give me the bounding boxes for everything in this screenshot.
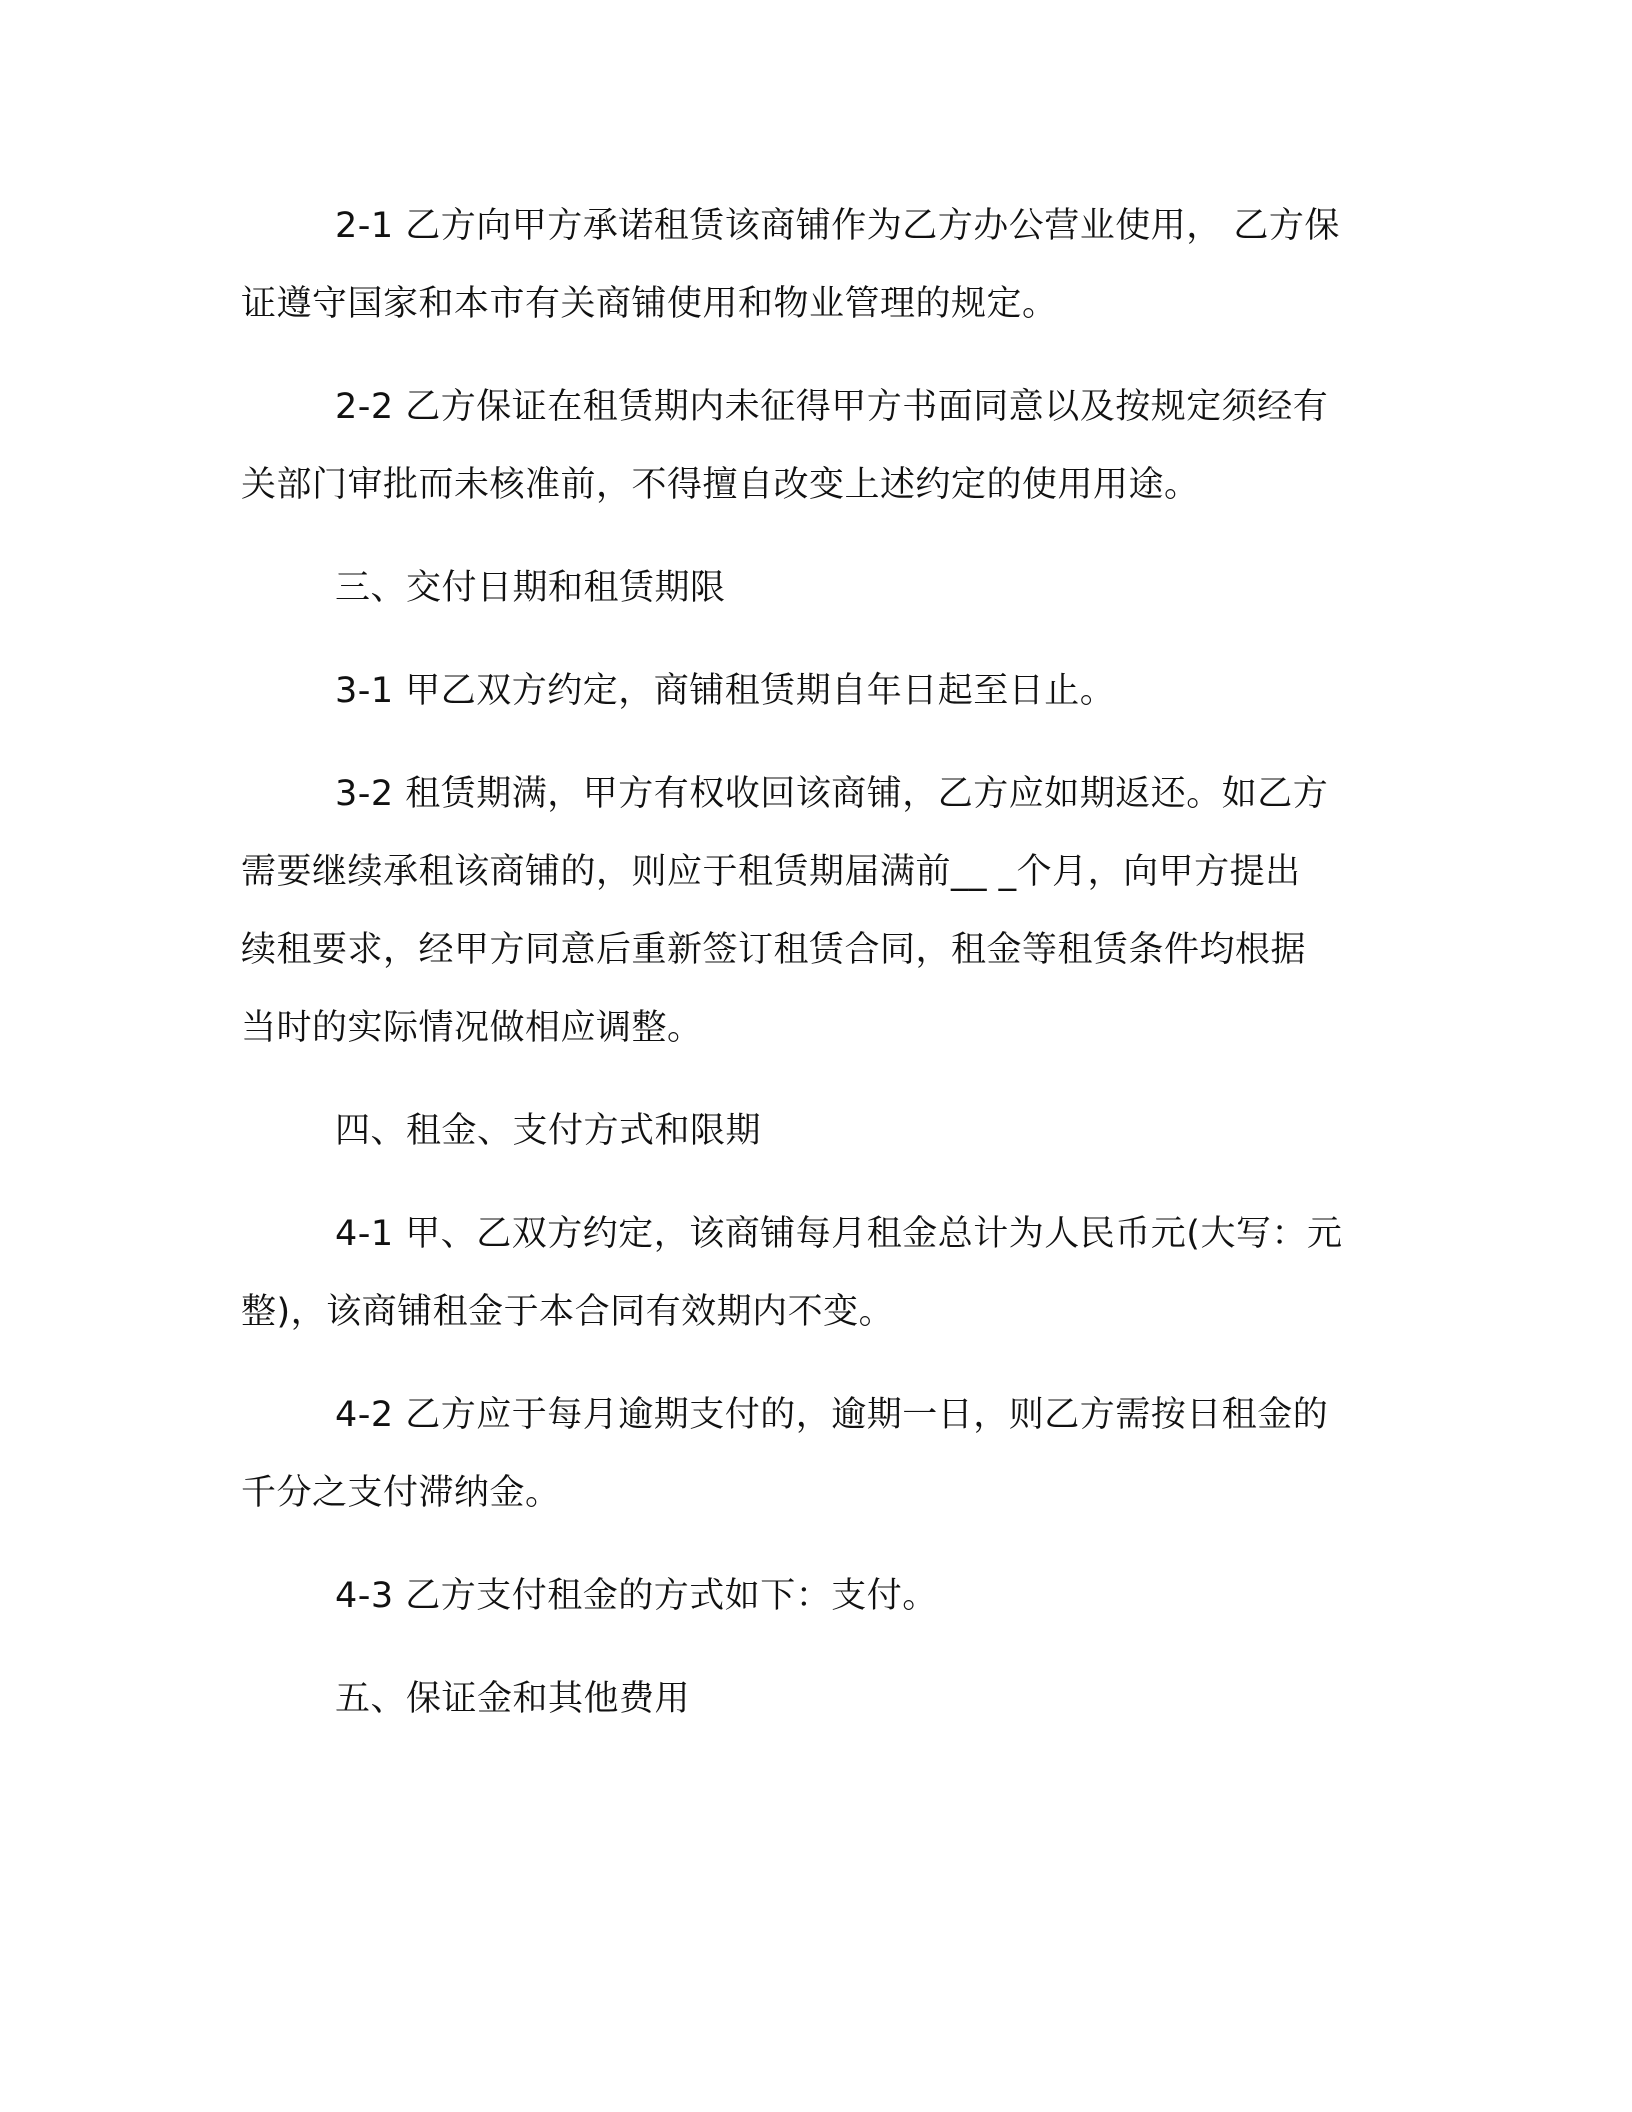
clause-2-1-line-1: 2-1 乙方向甲方承诺租赁该商铺作为乙方办公营业使用， 乙方保: [335, 206, 1340, 246]
clause-2-2-line-1: 2-2 乙方保证在租赁期内未征得甲方书面同意以及按规定须经有: [335, 387, 1329, 427]
section-3-heading: [241, 549, 1391, 627]
clause-3-2-line-3: 续租要求，经甲方同意后重新签订租赁合同，租金等租赁条件均根据: [241, 930, 1307, 970]
clause-4-3: [241, 1557, 1391, 1635]
section-5-heading-text: 五、保证金和其他费用: [335, 1679, 691, 1719]
clause-2-1-line-2: 证遵守国家和本市有关商铺使用和物业管理的规定。: [241, 284, 1058, 324]
clause-2-2-line-2: 关部门审批而未核准前，不得擅自改变上述约定的使用用途。: [241, 465, 1200, 505]
document-body: [241, 187, 1391, 1763]
clause-3-2-line-4: 当时的实际情况做相应调整。: [241, 1008, 703, 1048]
clause-4-1-line-2: 整)，该商铺租金于本合同有效期内不变。: [241, 1292, 895, 1332]
clause-2-1: [241, 187, 1391, 343]
clause-4-2-line-1: 4-2 乙方应于每月逾期支付的，逾期一日，则乙方需按日租金的: [335, 1395, 1329, 1435]
section-3-heading-text: 三、交付日期和租赁期限: [335, 568, 726, 608]
clause-4-2: [241, 1376, 1391, 1532]
clause-4-3-line-1: 4-3 乙方支付租金的方式如下：支付。: [335, 1576, 938, 1616]
clause-3-2: [241, 755, 1391, 1067]
clause-3-1-line-1: 3-1 甲乙双方约定，商铺租赁期自年日起至日止。: [335, 671, 1116, 711]
clause-3-2-line-2: 需要继续承租该商铺的，则应于租赁期届满前__ _个月，向甲方提出: [241, 852, 1301, 892]
clause-2-2: [241, 368, 1391, 524]
section-4-heading: [241, 1092, 1391, 1170]
section-4-heading-text: 四、租金、支付方式和限期: [335, 1111, 762, 1151]
section-5-heading: [241, 1660, 1391, 1738]
clause-3-1: [241, 652, 1391, 730]
clause-4-1: [241, 1195, 1391, 1351]
clause-4-1-line-1: 4-1 甲、乙双方约定，该商铺每月租金总计为人民币元(大写：元: [335, 1214, 1343, 1254]
clause-4-2-line-2: 千分之支付滞纳金。: [241, 1473, 561, 1513]
clause-3-2-line-1: 3-2 租赁期满，甲方有权收回该商铺，乙方应如期返还。如乙方: [335, 774, 1329, 814]
